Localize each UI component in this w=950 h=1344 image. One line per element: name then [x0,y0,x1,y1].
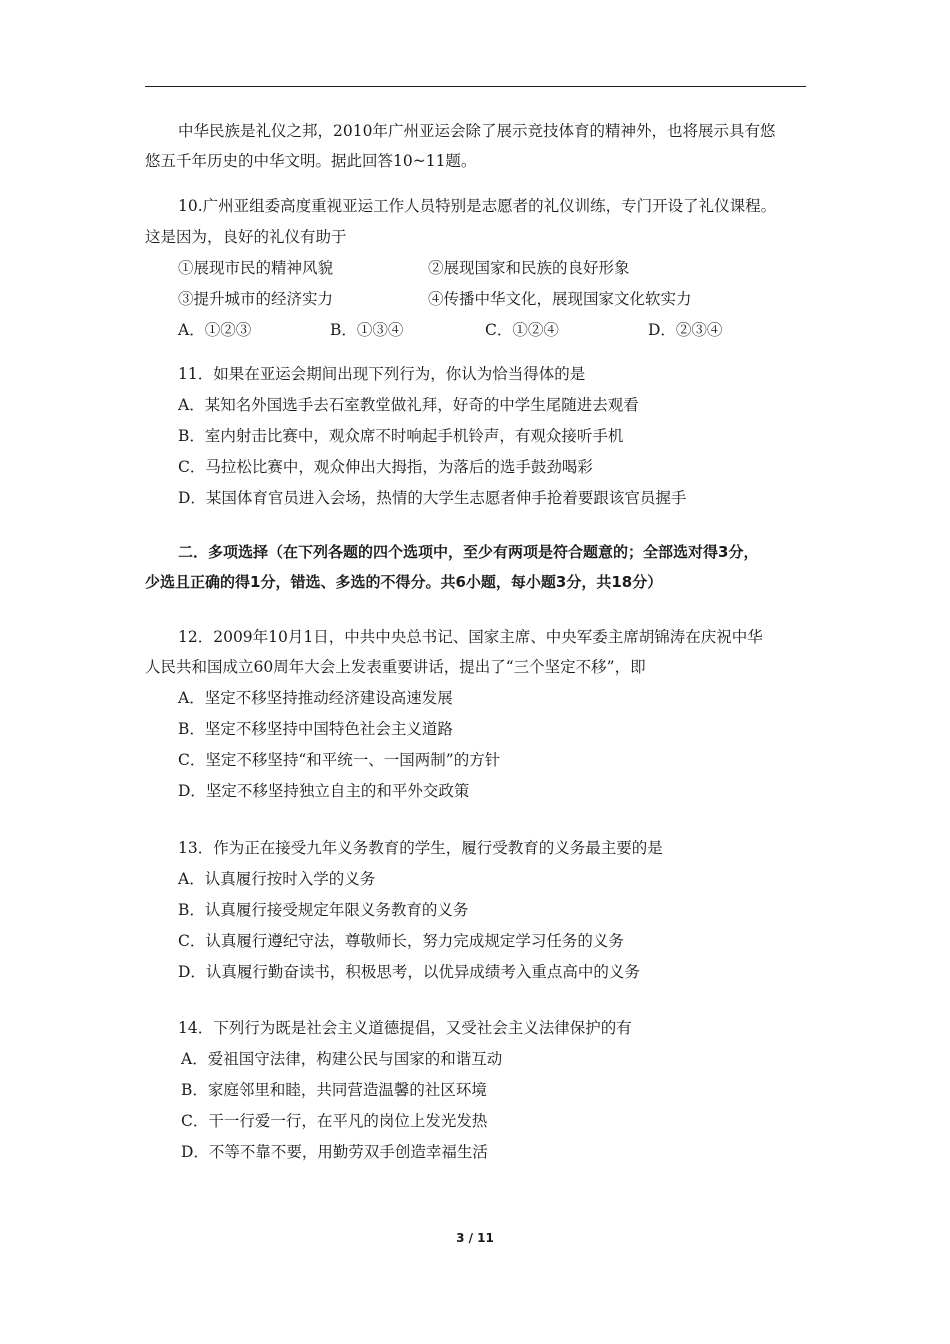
q13-option-b: B．认真履行接受规定年限义务教育的义务 [178,901,469,919]
intro-line-1: 中华民族是礼仪之邦，2010年广州亚运会除了展示竞技体育的精神外，也将展示具有悠 [178,122,776,140]
q13-option-d: D．认真履行勤奋读书，积极思考，以优异成绩考入重点高中的义务 [178,963,640,981]
q10-stem-line-2: 这是因为，良好的礼仪有助于 [145,228,347,246]
q14-option-b: B．家庭邻里和睦，共同营造温馨的社区环境 [181,1081,487,1099]
q12-stem-line-1: 12．2009年10月1日，中共中央总书记、国家主席、中央军委主席胡锦涛在庆祝中华 [178,628,763,646]
q13-option-a: A．认真履行按时入学的义务 [178,870,376,888]
q12-option-c: C．坚定不移坚持“和平统一、一国两制”的方针 [178,751,501,769]
q11-option-d: D．某国体育官员进入会场，热情的大学生志愿者伸手抢着要跟该官员握手 [178,489,687,507]
q14-option-a: A．爱祖国守法律，构建公民与国家的和谐互动 [181,1050,503,1068]
q12-option-a: A．坚定不移坚持推动经济建设高速发展 [178,689,453,707]
q12-stem-line-2: 人民共和国成立60周年大会上发表重要讲话，提出了“三个坚定不移”，即 [145,658,646,676]
q14-stem: 14．下列行为既是社会主义道德提倡，又受社会主义法律保护的有 [178,1019,632,1037]
q10-item-4: ④传播中华文化，展现国家文化软实力 [428,290,692,308]
q13-stem: 13．作为正在接受九年义务教育的学生，履行受教育的义务最主要的是 [178,839,663,857]
q10-option-c: C．①②④ [485,321,559,339]
q12-option-d: D．坚定不移坚持独立自主的和平外交政策 [178,782,470,800]
q10-stem-line-1: 10.广州亚组委高度重视亚运工作人员特别是志愿者的礼仪训练，专门开设了礼仪课程。 [178,197,777,215]
intro-line-2: 悠五千年历史的中华文明。据此回答10~11题。 [145,152,477,170]
section-2-heading-line-2: 少选且正确的得1分，错选、多选的不得分。共6小题，每小题3分，共18分） [145,573,663,591]
q13-option-c: C．认真履行遵纪守法，尊敬师长，努力完成规定学习任务的义务 [178,932,624,950]
q14-option-d: D．不等不靠不要，用勤劳双手创造幸福生活 [181,1143,488,1161]
q11-stem: 11．如果在亚运会期间出现下列行为，你认为恰当得体的是 [178,365,586,383]
section-2-heading-line-1: 二．多项选择（在下列各题的四个选项中，至少有两项是符合题意的；全部选对得3分， [178,543,759,561]
header-rule [145,86,806,87]
page-number: 3 / 11 [456,1231,494,1245]
q10-option-d: D．②③④ [648,321,723,339]
q12-option-b: B．坚定不移坚持中国特色社会主义道路 [178,720,453,738]
q10-item-3: ③提升城市的经济实力 [178,290,334,308]
q10-item-2: ②展现国家和民族的良好形象 [428,259,630,277]
q10-option-b: B．①③④ [330,321,404,339]
q11-option-b: B．室内射击比赛中，观众席不时响起手机铃声，有观众接听手机 [178,427,624,445]
q10-item-1: ①展现市民的精神风貌 [178,259,334,277]
q10-option-a: A．①②③ [178,321,252,339]
q11-option-a: A．某知名外国选手去石室教堂做礼拜，好奇的中学生尾随进去观看 [178,396,639,414]
q14-option-c: C．干一行爱一行，在平凡的岗位上发光发热 [181,1112,488,1130]
q11-option-c: C．马拉松比赛中，观众伸出大拇指，为落后的选手鼓劲喝彩 [178,458,593,476]
